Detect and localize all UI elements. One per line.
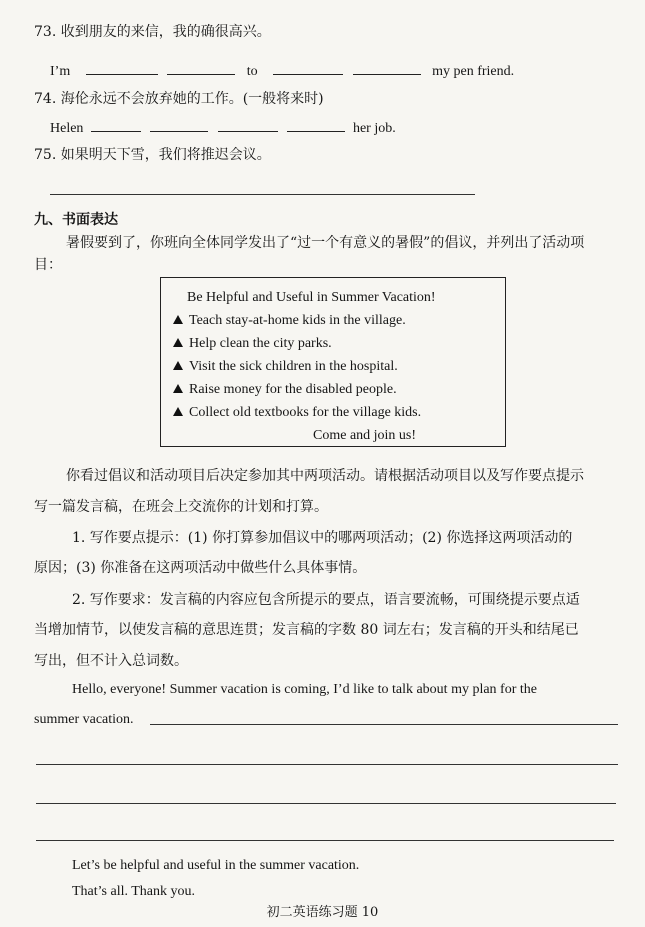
writing-line[interactable] <box>36 840 614 841</box>
task-line-1: 你看过倡议和活动项目后决定参加其中两项活动。请根据活动项目以及写作要点提示 <box>66 468 584 484</box>
q73-prompt: 73. 收到朋友的来信，我的确很高兴。 <box>34 24 271 40</box>
notice-item: Raise money for the disabled people. <box>173 380 397 400</box>
writing-line[interactable] <box>36 764 618 765</box>
q74-part1: Helen <box>50 121 84 136</box>
q74-part2: her job. <box>352 121 396 136</box>
activity-notice-box <box>160 277 506 447</box>
points-line-2: 原因；(3) 你准备在这两项活动中做些什么具体事情。 <box>34 560 367 576</box>
writing-line[interactable] <box>150 724 618 725</box>
triangle-bullet-icon <box>173 407 183 416</box>
opening-line-2: summer vacation. <box>34 712 134 727</box>
q74-blank-1[interactable] <box>91 117 141 132</box>
triangle-bullet-icon <box>173 338 183 347</box>
q74-answer-line <box>50 117 396 139</box>
q74-blank-2[interactable] <box>150 117 208 132</box>
page-footer: 初二英语练习题 10 <box>266 905 379 920</box>
q73-part2: to <box>246 64 258 79</box>
notice-item: Collect old textbooks for the village kids. <box>173 403 421 423</box>
requirements-line-3: 写出，但不计入总词数。 <box>34 653 188 669</box>
q73-part3: my pen friend. <box>432 64 515 79</box>
ending-line-1: Let’s be helpful and useful in the summer vacation. <box>72 858 360 873</box>
q73-part1: I’m <box>50 64 71 79</box>
q74-blank-4[interactable] <box>287 117 345 132</box>
q74-prompt: 74. 海伦永远不会放弃她的工作。(一般将来时) <box>34 91 324 107</box>
notice-title: Be Helpful and Useful in Summer Vacation! <box>187 290 436 305</box>
task-line-2: 写一篇发言稿，在班会上交流你的计划和打算。 <box>34 499 328 515</box>
notice-item: Teach stay-at-home kids in the village. <box>173 311 406 331</box>
triangle-bullet-icon <box>173 361 183 370</box>
q73-blank-1[interactable] <box>86 60 158 75</box>
q73-blank-3[interactable] <box>273 60 343 75</box>
notice-item: Visit the sick children in the hospital. <box>173 357 398 377</box>
opening-line-1: Hello, everyone! Summer vacation is coming, I’d like to talk about my plan for the <box>72 682 537 697</box>
triangle-bullet-icon <box>173 384 183 393</box>
section-heading: 九、书面表达 <box>34 212 118 228</box>
q73-answer-line <box>50 60 514 82</box>
notice-closing: Come and join us! <box>313 428 417 443</box>
ending-line-2: That’s all. Thank you. <box>72 884 195 899</box>
q75-prompt: 75. 如果明天下雪，我们将推迟会议。 <box>34 147 271 163</box>
points-line-1: 1. 写作要点提示：(1) 你打算参加倡议中的哪两项活动；(2) 你选择这两项活动的 <box>72 530 573 546</box>
notice-item: Help clean the city parks. <box>173 334 332 354</box>
q73-blank-2[interactable] <box>167 60 235 75</box>
writing-line[interactable] <box>36 803 616 804</box>
q73-blank-4[interactable] <box>353 60 421 75</box>
triangle-bullet-icon <box>173 315 183 324</box>
requirements-line-1: 2. 写作要求：发言稿的内容应包含所提示的要点，语言要流畅，可围绕提示要点适 <box>72 592 580 608</box>
intro-line-2: 目： <box>34 257 62 273</box>
q74-blank-3[interactable] <box>218 117 278 132</box>
requirements-line-2: 当增加情节，以使发言稿的意思连贯；发言稿的字数 80 词左右；发言稿的开头和结尾已 <box>34 622 579 638</box>
q75-answer-line[interactable] <box>50 194 475 195</box>
intro-line-1: 暑假要到了，你班向全体同学发出了“过一个有意义的暑假”的倡议，并列出了活动项 <box>66 235 585 251</box>
